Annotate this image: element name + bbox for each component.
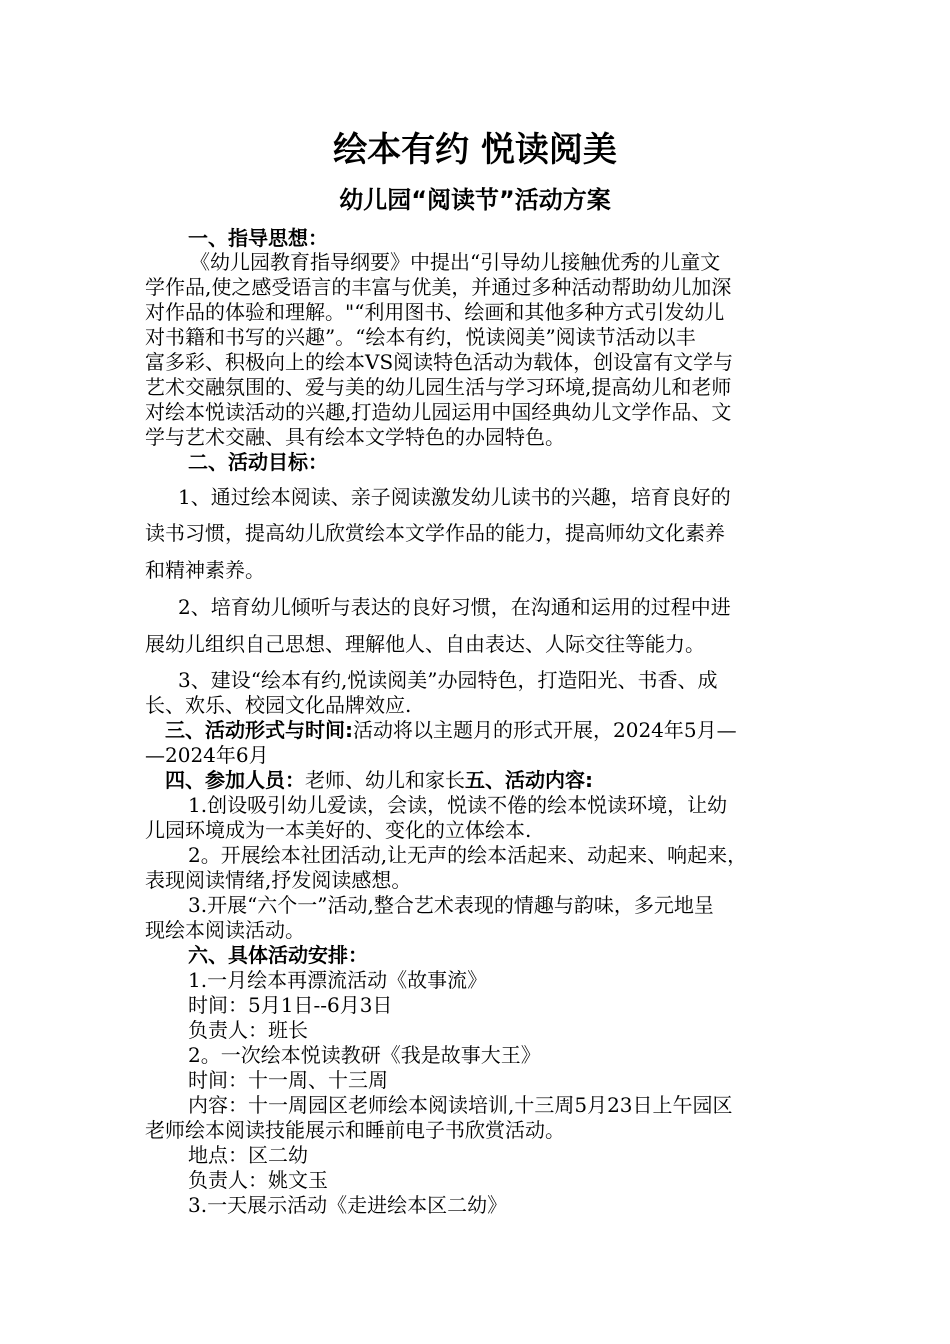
paragraph-line: 富多彩、积极向上的绘本VS阅读特色活动为载体，创设富有文学与 bbox=[145, 350, 734, 374]
goal-line: 展幼儿组织自己思想、理解他人、自由表达、人际交往等能力。 bbox=[145, 632, 705, 656]
paragraph-line: 《幼儿园教育指导纲要》中提出“引导幼儿接触优秀的儿童文 bbox=[190, 250, 721, 274]
content-line: 2。开展绘本社团活动,让无声的绘本活起来、动起来、响起来， bbox=[188, 843, 748, 867]
schedule-line: 3.一天展示活动《走进绘本区二幼》 bbox=[188, 1193, 508, 1217]
paragraph-line: 艺术交融氛围的、爱与美的幼儿园生活与学习环境,提高幼儿和老师 bbox=[145, 375, 732, 399]
section-heading-activity-content: 五、活动内容: bbox=[465, 768, 593, 792]
goal-line: 2、培育幼儿倾听与表达的良好习惯，在沟通和运用的过程中进 bbox=[178, 595, 731, 619]
section-heading-activity-goals: 二、活动目标： bbox=[188, 450, 328, 474]
schedule-line: 时间：十一周、十三周 bbox=[188, 1068, 388, 1092]
form-time-text-cont: —2024年6月 bbox=[145, 743, 269, 767]
document-title: 绘本有约 悦读阅美 bbox=[333, 130, 617, 170]
schedule-line: 老师绘本阅读技能展示和睡前电子书欣赏活动。 bbox=[145, 1118, 565, 1142]
activity-form-time-line bbox=[165, 718, 950, 742]
schedule-line: 内容：十一周园区老师绘本阅读培训,十三周5月23日上午园区 bbox=[188, 1093, 733, 1117]
section-heading-schedule: 六、具体活动安排： bbox=[188, 943, 368, 967]
goal-line: 1、通过绘本阅读、亲子阅读激发幼儿读书的兴趣，培育良好的 bbox=[178, 485, 731, 509]
paragraph-line: 学作品,使之感受语言的丰富与优美，并通过多种活动帮助幼儿加深 bbox=[145, 275, 732, 299]
content-line: 1.创设吸引幼儿爱读，会读，悦读不倦的绘本悦读环境，让幼 bbox=[188, 793, 728, 817]
participants-text: 老师、幼儿和家长 bbox=[305, 768, 465, 792]
content-line: 儿园环境成为一本美好的、变化的立体绘本. bbox=[145, 818, 532, 842]
paragraph-line: 对作品的体验和理解。"“利用图书、绘画和其他多种方式引发幼儿 bbox=[145, 300, 725, 324]
section-heading-participants: 四、参加人员： bbox=[165, 768, 305, 792]
schedule-line: 1.一月绘本再漂流活动《故事流》 bbox=[188, 968, 488, 992]
schedule-line: 负责人：姚文玉 bbox=[188, 1168, 328, 1192]
form-time-text: 活动将以主题月的形式开展，2024年5月— bbox=[353, 718, 737, 742]
document-subtitle: 幼儿园“阅读节”活动方案 bbox=[339, 186, 611, 214]
section-heading-guiding-ideology: 一、指导思想： bbox=[188, 226, 328, 250]
section-heading-form-time: 三、活动形式与时间: bbox=[165, 718, 353, 742]
goal-line: 读书习惯，提高幼儿欣赏绘本文学作品的能力，提高师幼文化素养 bbox=[145, 521, 725, 545]
content-line: 现绘本阅读活动。 bbox=[145, 918, 305, 942]
paragraph-line: 学与艺术交融、具有绘本文学特色的办园特色。 bbox=[145, 425, 565, 449]
goal-line: 3、建设“绘本有约,悦读阅美”办园特色，打造阳光、书香、成 bbox=[178, 668, 718, 692]
participants-line bbox=[165, 768, 950, 792]
content-line: 3.开展“六个一”活动,整合艺术表现的情趣与韵味，多元地呈 bbox=[188, 893, 714, 917]
schedule-line: 地点：区二幼 bbox=[188, 1143, 308, 1167]
paragraph-line: 对书籍和书写的兴趣”。“绘本有约，悦读阅美”阅读节活动以丰 bbox=[145, 325, 696, 349]
schedule-line: 2。一次绘本悦读教研《我是故事大王》 bbox=[188, 1043, 541, 1067]
paragraph-line: 对绘本悦读活动的兴趣,打造幼儿园运用中国经典幼儿文学作品、文 bbox=[145, 400, 732, 424]
schedule-line: 负责人：班长 bbox=[188, 1018, 308, 1042]
goal-line: 长、欢乐、校园文化品牌效应. bbox=[145, 693, 412, 717]
content-line: 表现阅读情绪,抒发阅读感想。 bbox=[145, 868, 412, 892]
schedule-line: 时间：5月1日--6月3日 bbox=[188, 993, 393, 1017]
goal-line: 和精神素养。 bbox=[145, 558, 265, 582]
